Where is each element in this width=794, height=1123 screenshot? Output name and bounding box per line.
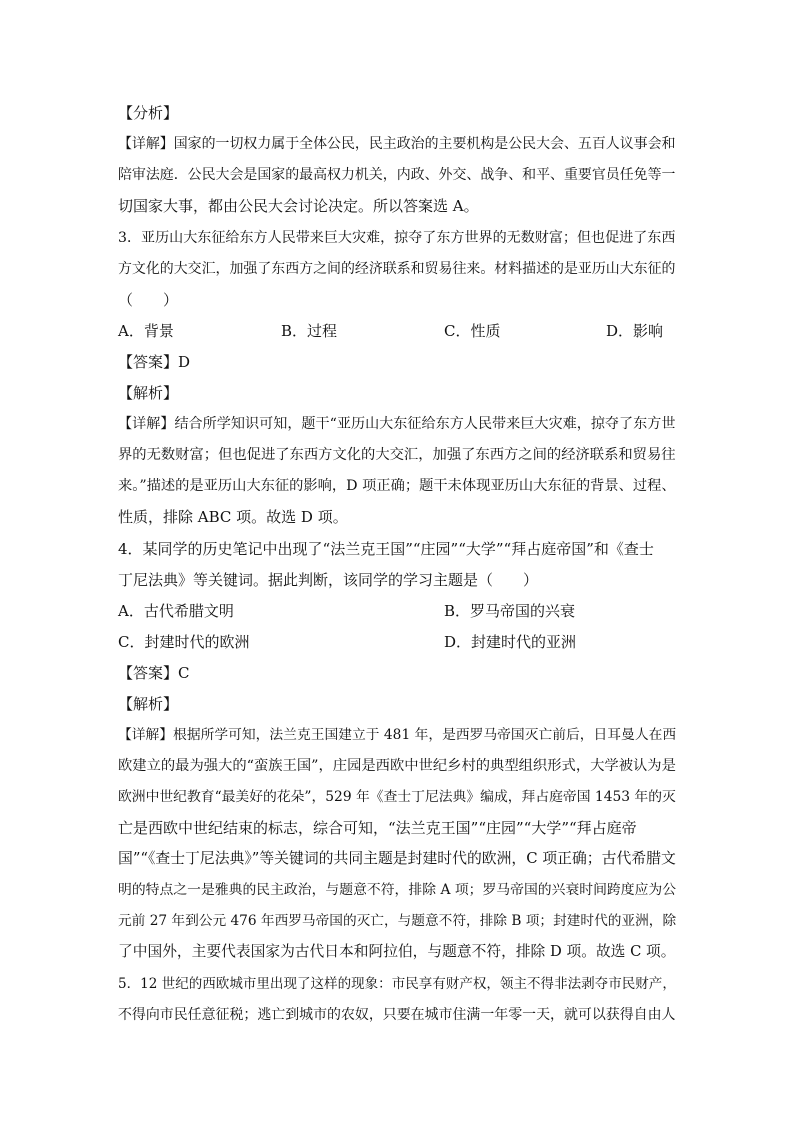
q3-detail-line: 性质，排除 ABC 项。故选 D 项。 — [118, 508, 348, 526]
q2-detail-line: 切国家大事，都由公民大会讨论决定。所以答案选 A。 — [118, 197, 479, 215]
q4-detail-line: 欧建立的最为强大的“蛮族王国”，庄园是西欧中世纪乡村的典型组织形式，大学被认为是 — [118, 758, 676, 774]
q3-option-a: A．背景 — [118, 322, 174, 340]
q4-option-b: B．罗马帝国的兴衰 — [444, 602, 576, 620]
q4-option-c: C．封建时代的欧洲 — [118, 633, 250, 651]
q3-detail-line: 来。”描述的是亚历山大东征的影响，D 项正确；题干未体现亚历山大东征的背景、过程、 — [118, 478, 676, 494]
q2-detail-line: 【详解】国家的一切权力属于全体公民，民主政治的主要机构是公民大会、五百人议事会和 — [118, 136, 676, 152]
q4-option-a: A．古代希腊文明 — [118, 602, 234, 620]
q3-stem-line: 方文化的大交汇，加强了东西方之间的经济联系和贸易往来。材料描述的是亚历山大东征的 — [118, 261, 676, 277]
q4-detail-line: 元前 27 年到公元 476 年西罗马帝国的灭亡，与题意不符，排除 B 项；封建时代的亚洲，除 — [118, 913, 677, 929]
q4-answer: 【答案】C — [118, 664, 190, 682]
q4-stem-line: 丁尼法典》等关键词。据此判断，该同学的学习主题是（ ） — [118, 571, 539, 589]
q2-detail-line: 陪审法庭．公民大会是国家的最高权力机关，内政、外交、战争、和平、重要官员任免等一 — [118, 167, 676, 183]
q4-detail-line: 亡是西欧中世纪结束的标志，综合可知，“法兰克王国”“庄园”“大学”“拜占庭帝 — [118, 819, 637, 837]
q2-analysis-label: 【分析】 — [118, 104, 179, 122]
q4-detail-line: 明的特点之一是雅典的民主政治，与题意不符，排除 A 项；罗马帝国的兴衰时间跨度应为公 — [118, 882, 677, 898]
q3-detail-line: 【详解】结合所学知识可知，题干“亚历山大东征给东方人民带来巨大灾难，掠夺了东方世 — [118, 416, 676, 432]
q5-stem-line: 不得向市民任意征税；逃亡到城市的农奴，只要在城市住满一年零一天，就可以获得自由人 — [118, 1007, 676, 1023]
q4-detail-line: 了中国外，主要代表国家为古代日本和阿拉伯，与题意不符，排除 D 项。故选 C 项。 — [118, 943, 676, 960]
q4-option-d: D．封建时代的亚洲 — [444, 633, 577, 651]
q4-detail-line: 【详解】根据所学可知，法兰克王国建立于 481 年，是西罗马帝国灭亡前后，日耳曼人在西 — [118, 727, 677, 743]
q3-detail-line: 界的无数财富；但也促进了东西方文化的大交汇，加强了东西方之间的经济联系和贸易往 — [118, 447, 676, 463]
q3-answer: 【答案】D — [118, 353, 191, 371]
q4-stem-line: 4．某同学的历史笔记中出现了“法兰克王国”“庄园”“大学”“拜占庭帝国”和《查士 — [118, 540, 654, 558]
q3-option-b: B．过程 — [281, 322, 338, 340]
q4-detail-line: 国”“《查士丁尼法典》”等关键词的共同主题是封建时代的欧洲，C 项正确；古代希腊文 — [118, 850, 676, 867]
q3-stem-line: 3．亚历山大东征给东方人民带来巨大灾难，掠夺了东方世界的无数财富；但也促进了东西 — [118, 230, 676, 246]
q3-option-c: C．性质 — [444, 322, 501, 340]
q4-detail-line: 欧洲中世纪教育“最美好的花朵”，529 年《查士丁尼法典》编成，拜占庭帝国 1453 年的灭 — [118, 789, 676, 805]
q5-stem-line: 5．12 世纪的西欧城市里出现了这样的现象：市民享有财产权，领主不得非法剥夺市民财产， — [118, 976, 676, 992]
q4-analysis-label: 【解析】 — [118, 695, 179, 713]
q3-stem-line: （ ） — [118, 291, 179, 309]
q3-option-d: D．影响 — [606, 322, 664, 340]
q3-analysis-label: 【解析】 — [118, 384, 179, 402]
